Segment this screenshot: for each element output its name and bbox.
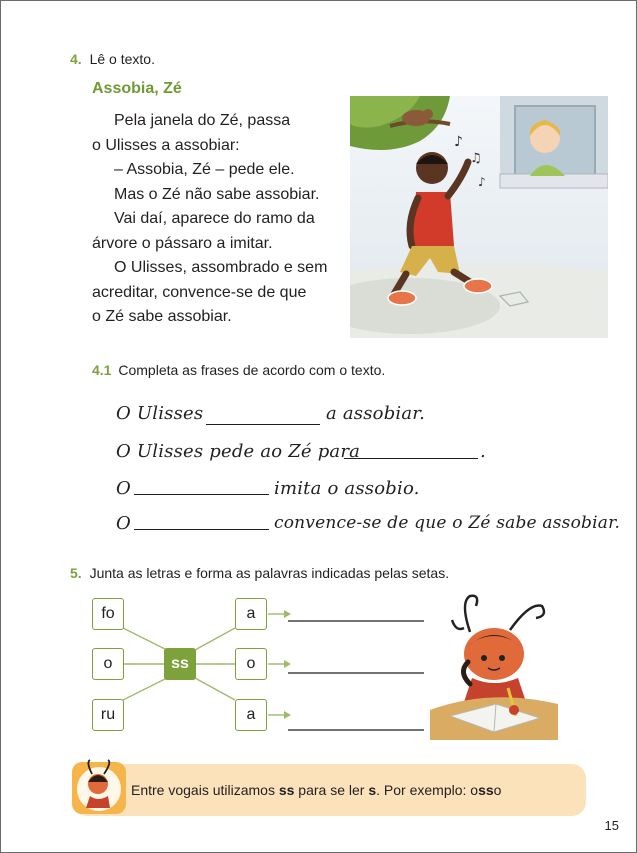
svg-text:♫: ♫ xyxy=(470,151,482,166)
poem-line: Mas o Zé não sabe assobiar. xyxy=(114,185,320,203)
tip-text-part: para se ler xyxy=(294,782,369,798)
exercise-5-number: 5. xyxy=(70,565,82,581)
word-answer-field[interactable] xyxy=(288,656,424,673)
exercise-4-number: 4. xyxy=(70,51,82,67)
ant-writing-illustration xyxy=(430,592,560,740)
poem-line: O Ulisses, assombrado e sem xyxy=(114,259,328,276)
letter-box-center: ss xyxy=(164,648,196,680)
letter-box-right: a xyxy=(235,598,267,630)
word-answer-field[interactable] xyxy=(288,713,424,730)
sentence-1-end: a assobiar. xyxy=(326,403,426,424)
sentence-3-start: O xyxy=(116,478,131,499)
exercise-5-instruction: Junta as letras e forma as palavras indicadas pelas setas. xyxy=(89,565,450,581)
exercise-4-1-number: 4.1 xyxy=(92,362,112,378)
letter-box-left: fo xyxy=(92,598,124,630)
page-number: 15 xyxy=(604,818,619,833)
sentence-1-start: O Ulisses xyxy=(116,403,204,424)
svg-text:♪: ♪ xyxy=(478,175,486,189)
letter-box-left: o xyxy=(92,648,124,680)
tip-ss: ss xyxy=(278,782,295,798)
sentence-2-end: . xyxy=(480,441,486,462)
poem-line: Pela janela do Zé, passa xyxy=(114,112,291,129)
exercise-4-instruction: Lê o texto. xyxy=(89,51,155,67)
poem-line: árvore o pássaro a imitar. xyxy=(92,234,273,252)
sentence-2-start: O Ulisses pede ao Zé para xyxy=(116,441,361,462)
tip-example-ss: ss xyxy=(478,782,494,798)
poem-title: Assobia, Zé xyxy=(92,80,182,97)
sentence-4-start: O xyxy=(116,513,131,534)
poem-line: o Ulisses a assobiar: xyxy=(92,136,240,154)
tip-s: s xyxy=(368,782,377,798)
poem-line: Vai daí, aparece do ramo da xyxy=(114,210,315,227)
ant-mascot-icon xyxy=(70,756,130,816)
poem-line: – Assobia, Zé – pede ele. xyxy=(114,161,295,178)
letter-box-right: a xyxy=(235,699,267,731)
sentence-3-end: imita o assobio. xyxy=(274,478,420,499)
letter-box-right: o xyxy=(235,648,267,680)
tip-text-part: Entre vogais utilizamos xyxy=(131,782,279,798)
letter-box-left: ru xyxy=(92,699,124,731)
svg-text:♪: ♪ xyxy=(454,134,463,150)
word-answer-field[interactable] xyxy=(288,604,424,621)
tip-text-part: o xyxy=(493,782,502,798)
sentence-4-end: convence-se de que o Zé sabe assobiar. xyxy=(274,513,621,533)
poem-line: acreditar, convence-se de que xyxy=(92,283,307,301)
tip-text-part: . Por exemplo: o xyxy=(376,782,479,798)
tip-text xyxy=(131,782,501,798)
exercise-4-1-instruction: Completa as frases de acordo com o texto. xyxy=(118,362,386,378)
poem-line: o Zé sabe assobiar. xyxy=(92,308,232,325)
